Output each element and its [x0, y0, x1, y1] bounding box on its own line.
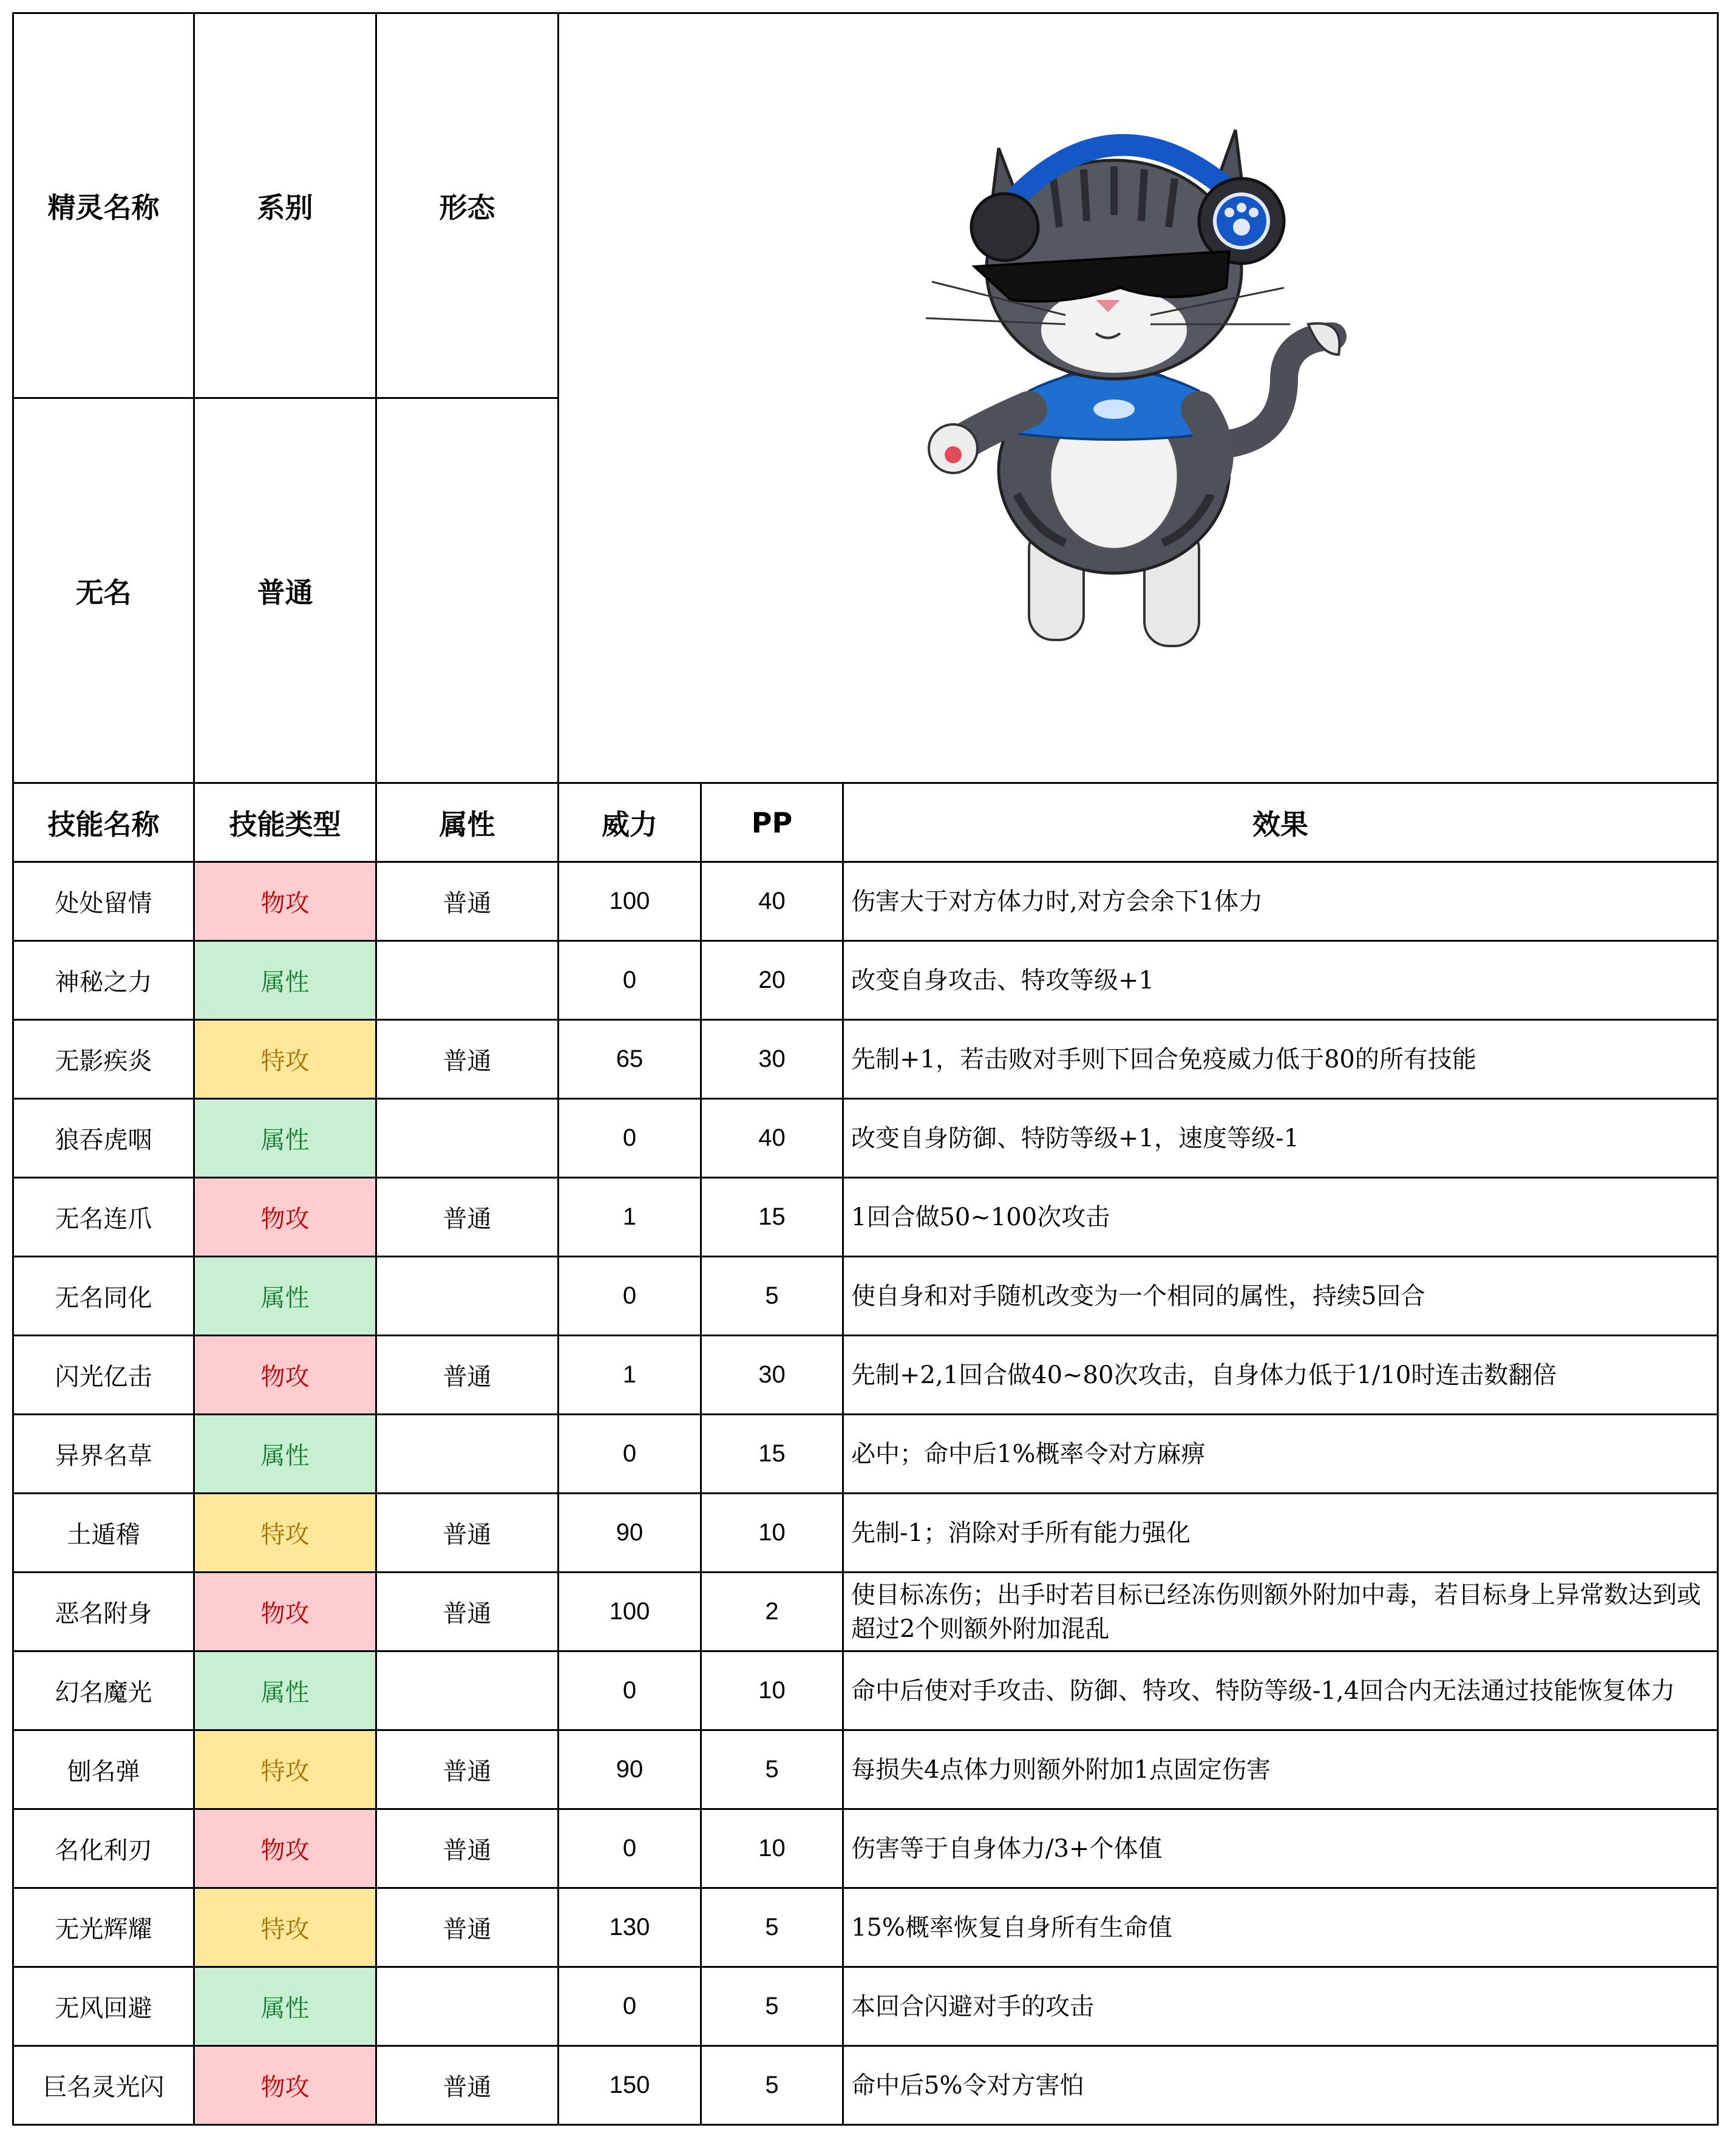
table-row — [13, 1099, 1718, 1178]
skill-element: 普通 — [376, 1809, 559, 1888]
skill-name: 刨名弹 — [13, 1730, 194, 1809]
table-row — [13, 1967, 1718, 2046]
skill-name: 巨名灵光闪 — [13, 2046, 194, 2125]
skill-element: 普通 — [376, 1573, 559, 1651]
table-row — [13, 1888, 1718, 1967]
skill-pp: 10 — [701, 1494, 843, 1573]
skill-pp: 5 — [701, 1888, 843, 1967]
skill-sheet — [12, 12, 1717, 2143]
col-skill-kind: 技能类型 — [194, 783, 376, 862]
skill-kind: 特攻 — [194, 1730, 376, 1809]
skill-effect: 每损失4点体力则额外附加1点固定伤害 — [843, 1730, 1718, 1809]
skill-name: 异界名草 — [13, 1415, 194, 1494]
skill-pp: 5 — [701, 1730, 843, 1809]
skill-element: 普通 — [376, 1494, 559, 1573]
skill-effect: 使自身和对手随机改变为一个相同的属性，持续5回合 — [843, 1257, 1718, 1336]
skill-power: 0 — [559, 1257, 701, 1336]
skill-power: 0 — [559, 941, 701, 1020]
skill-kind: 特攻 — [194, 1888, 376, 1967]
skill-pp: 40 — [701, 862, 843, 941]
skill-element: 普通 — [376, 1178, 559, 1257]
skill-effect: 使目标冻伤；出手时若目标已经冻伤则额外附加中毒，若目标身上异常数达到或超过2个则额外附加混乱 — [843, 1573, 1718, 1651]
skill-power: 100 — [559, 862, 701, 941]
col-power: 威力 — [559, 783, 701, 862]
skill-element: 普通 — [376, 1020, 559, 1099]
skill-element: 普通 — [376, 2046, 559, 2125]
skill-pp: 5 — [701, 1257, 843, 1336]
skill-kind: 物攻 — [194, 1809, 376, 1888]
skill-effect: 先制+1，若击败对手则下回合免疫威力低于80的所有技能 — [843, 1020, 1718, 1099]
form-value — [376, 398, 559, 783]
skill-power: 0 — [559, 1651, 701, 1730]
table-row — [13, 1415, 1718, 1494]
table-row — [13, 1494, 1718, 1573]
skill-kind: 物攻 — [194, 1336, 376, 1415]
type-value: 普通 — [194, 398, 376, 783]
skill-name: 无风回避 — [13, 1967, 194, 2046]
type-label: 系别 — [194, 13, 376, 398]
skill-power: 130 — [559, 1888, 701, 1967]
skill-pp: 30 — [701, 1020, 843, 1099]
skill-name: 无名连爪 — [13, 1178, 194, 1257]
table-row — [13, 1178, 1718, 1257]
col-skill-name: 技能名称 — [13, 783, 194, 862]
skill-name: 名化利刃 — [13, 1809, 194, 1888]
skill-name: 无名同化 — [13, 1257, 194, 1336]
skill-effect: 15%概率恢复自身所有生命值 — [843, 1888, 1718, 1967]
skill-pp: 5 — [701, 1967, 843, 2046]
skill-power: 1 — [559, 1336, 701, 1415]
skill-pp: 15 — [701, 1415, 843, 1494]
skill-element: 普通 — [376, 1336, 559, 1415]
skill-kind: 物攻 — [194, 1178, 376, 1257]
skill-name: 无光辉耀 — [13, 1888, 194, 1967]
skill-element: 普通 — [376, 1730, 559, 1809]
table-row — [13, 941, 1718, 1020]
col-pp: PP — [701, 783, 843, 862]
skill-name: 土遁稽 — [13, 1494, 194, 1573]
skill-name: 神秘之力 — [13, 941, 194, 1020]
skill-kind: 属性 — [194, 1415, 376, 1494]
skill-kind: 特攻 — [194, 1494, 376, 1573]
skill-power: 0 — [559, 1099, 701, 1178]
table-row — [13, 1257, 1718, 1336]
skill-name: 狼吞虎咽 — [13, 1099, 194, 1178]
skill-pp: 10 — [701, 1651, 843, 1730]
skill-element: 普通 — [376, 862, 559, 941]
skill-name: 恶名附身 — [13, 1573, 194, 1651]
cat-with-headphones-illustration — [920, 106, 1357, 689]
skill-pp: 15 — [701, 1178, 843, 1257]
skill-effect: 本回合闪避对手的攻击 — [843, 1967, 1718, 2046]
name-value: 无名 — [13, 398, 194, 783]
skill-pp: 5 — [701, 2046, 843, 2125]
skill-effect: 先制-1；消除对手所有能力强化 — [843, 1494, 1718, 1573]
skill-pp: 40 — [701, 1099, 843, 1178]
skill-element — [376, 1967, 559, 2046]
skill-power: 100 — [559, 1573, 701, 1651]
form-label: 形态 — [376, 13, 559, 398]
table-row — [13, 2046, 1718, 2125]
skill-kind: 物攻 — [194, 2046, 376, 2125]
skill-power: 0 — [559, 1809, 701, 1888]
skill-element — [376, 1415, 559, 1494]
skill-kind: 属性 — [194, 1651, 376, 1730]
col-element: 属性 — [376, 783, 559, 862]
skill-effect: 命中后使对手攻击、防御、特攻、特防等级-1,4回合内无法通过技能恢复体力 — [843, 1651, 1718, 1730]
skill-effect: 伤害大于对方体力时,对方会余下1体力 — [843, 862, 1718, 941]
skill-power: 90 — [559, 1730, 701, 1809]
skill-element — [376, 1257, 559, 1336]
skill-power: 1 — [559, 1178, 701, 1257]
skill-power: 90 — [559, 1494, 701, 1573]
skill-element — [376, 941, 559, 1020]
name-label: 精灵名称 — [13, 13, 194, 398]
skill-kind: 属性 — [194, 1099, 376, 1178]
skill-effect: 1回合做50~100次攻击 — [843, 1178, 1718, 1257]
skill-effect: 先制+2,1回合做40~80次攻击，自身体力低于1/10时连击数翻倍 — [843, 1336, 1718, 1415]
skill-effect: 改变自身攻击、特攻等级+1 — [843, 941, 1718, 1020]
skill-effect: 伤害等于自身体力/3+个体值 — [843, 1809, 1718, 1888]
skill-element — [376, 1651, 559, 1730]
skill-kind: 属性 — [194, 1967, 376, 2046]
skill-pp: 20 — [701, 941, 843, 1020]
skill-table — [12, 12, 1719, 2126]
skill-kind: 特攻 — [194, 1020, 376, 1099]
table-row — [13, 1730, 1718, 1809]
skill-name: 闪光亿击 — [13, 1336, 194, 1415]
table-row — [13, 1020, 1718, 1099]
table-row — [13, 1336, 1718, 1415]
skill-power: 150 — [559, 2046, 701, 2125]
portrait-cell — [559, 13, 1718, 783]
skill-pp: 2 — [701, 1573, 843, 1651]
skill-effect: 必中；命中后1%概率令对方麻痹 — [843, 1415, 1718, 1494]
col-effect: 效果 — [843, 783, 1718, 862]
skill-kind: 属性 — [194, 941, 376, 1020]
table-row — [13, 1651, 1718, 1730]
skill-element — [376, 1099, 559, 1178]
skill-effect: 命中后5%令对方害怕 — [843, 2046, 1718, 2125]
table-row — [13, 862, 1718, 941]
skill-power: 0 — [559, 1415, 701, 1494]
skill-name: 处处留情 — [13, 862, 194, 941]
skill-effect: 改变自身防御、特防等级+1，速度等级-1 — [843, 1099, 1718, 1178]
skill-pp: 30 — [701, 1336, 843, 1415]
skill-pp: 10 — [701, 1809, 843, 1888]
table-row — [13, 1809, 1718, 1888]
skill-name: 幻名魔光 — [13, 1651, 194, 1730]
skill-kind: 属性 — [194, 1257, 376, 1336]
skill-power: 0 — [559, 1967, 701, 2046]
skill-kind: 物攻 — [194, 862, 376, 941]
skill-kind: 物攻 — [194, 1573, 376, 1651]
skill-power: 65 — [559, 1020, 701, 1099]
skill-element: 普通 — [376, 1888, 559, 1967]
table-row — [13, 1573, 1718, 1651]
skill-name: 无影疾炎 — [13, 1020, 194, 1099]
